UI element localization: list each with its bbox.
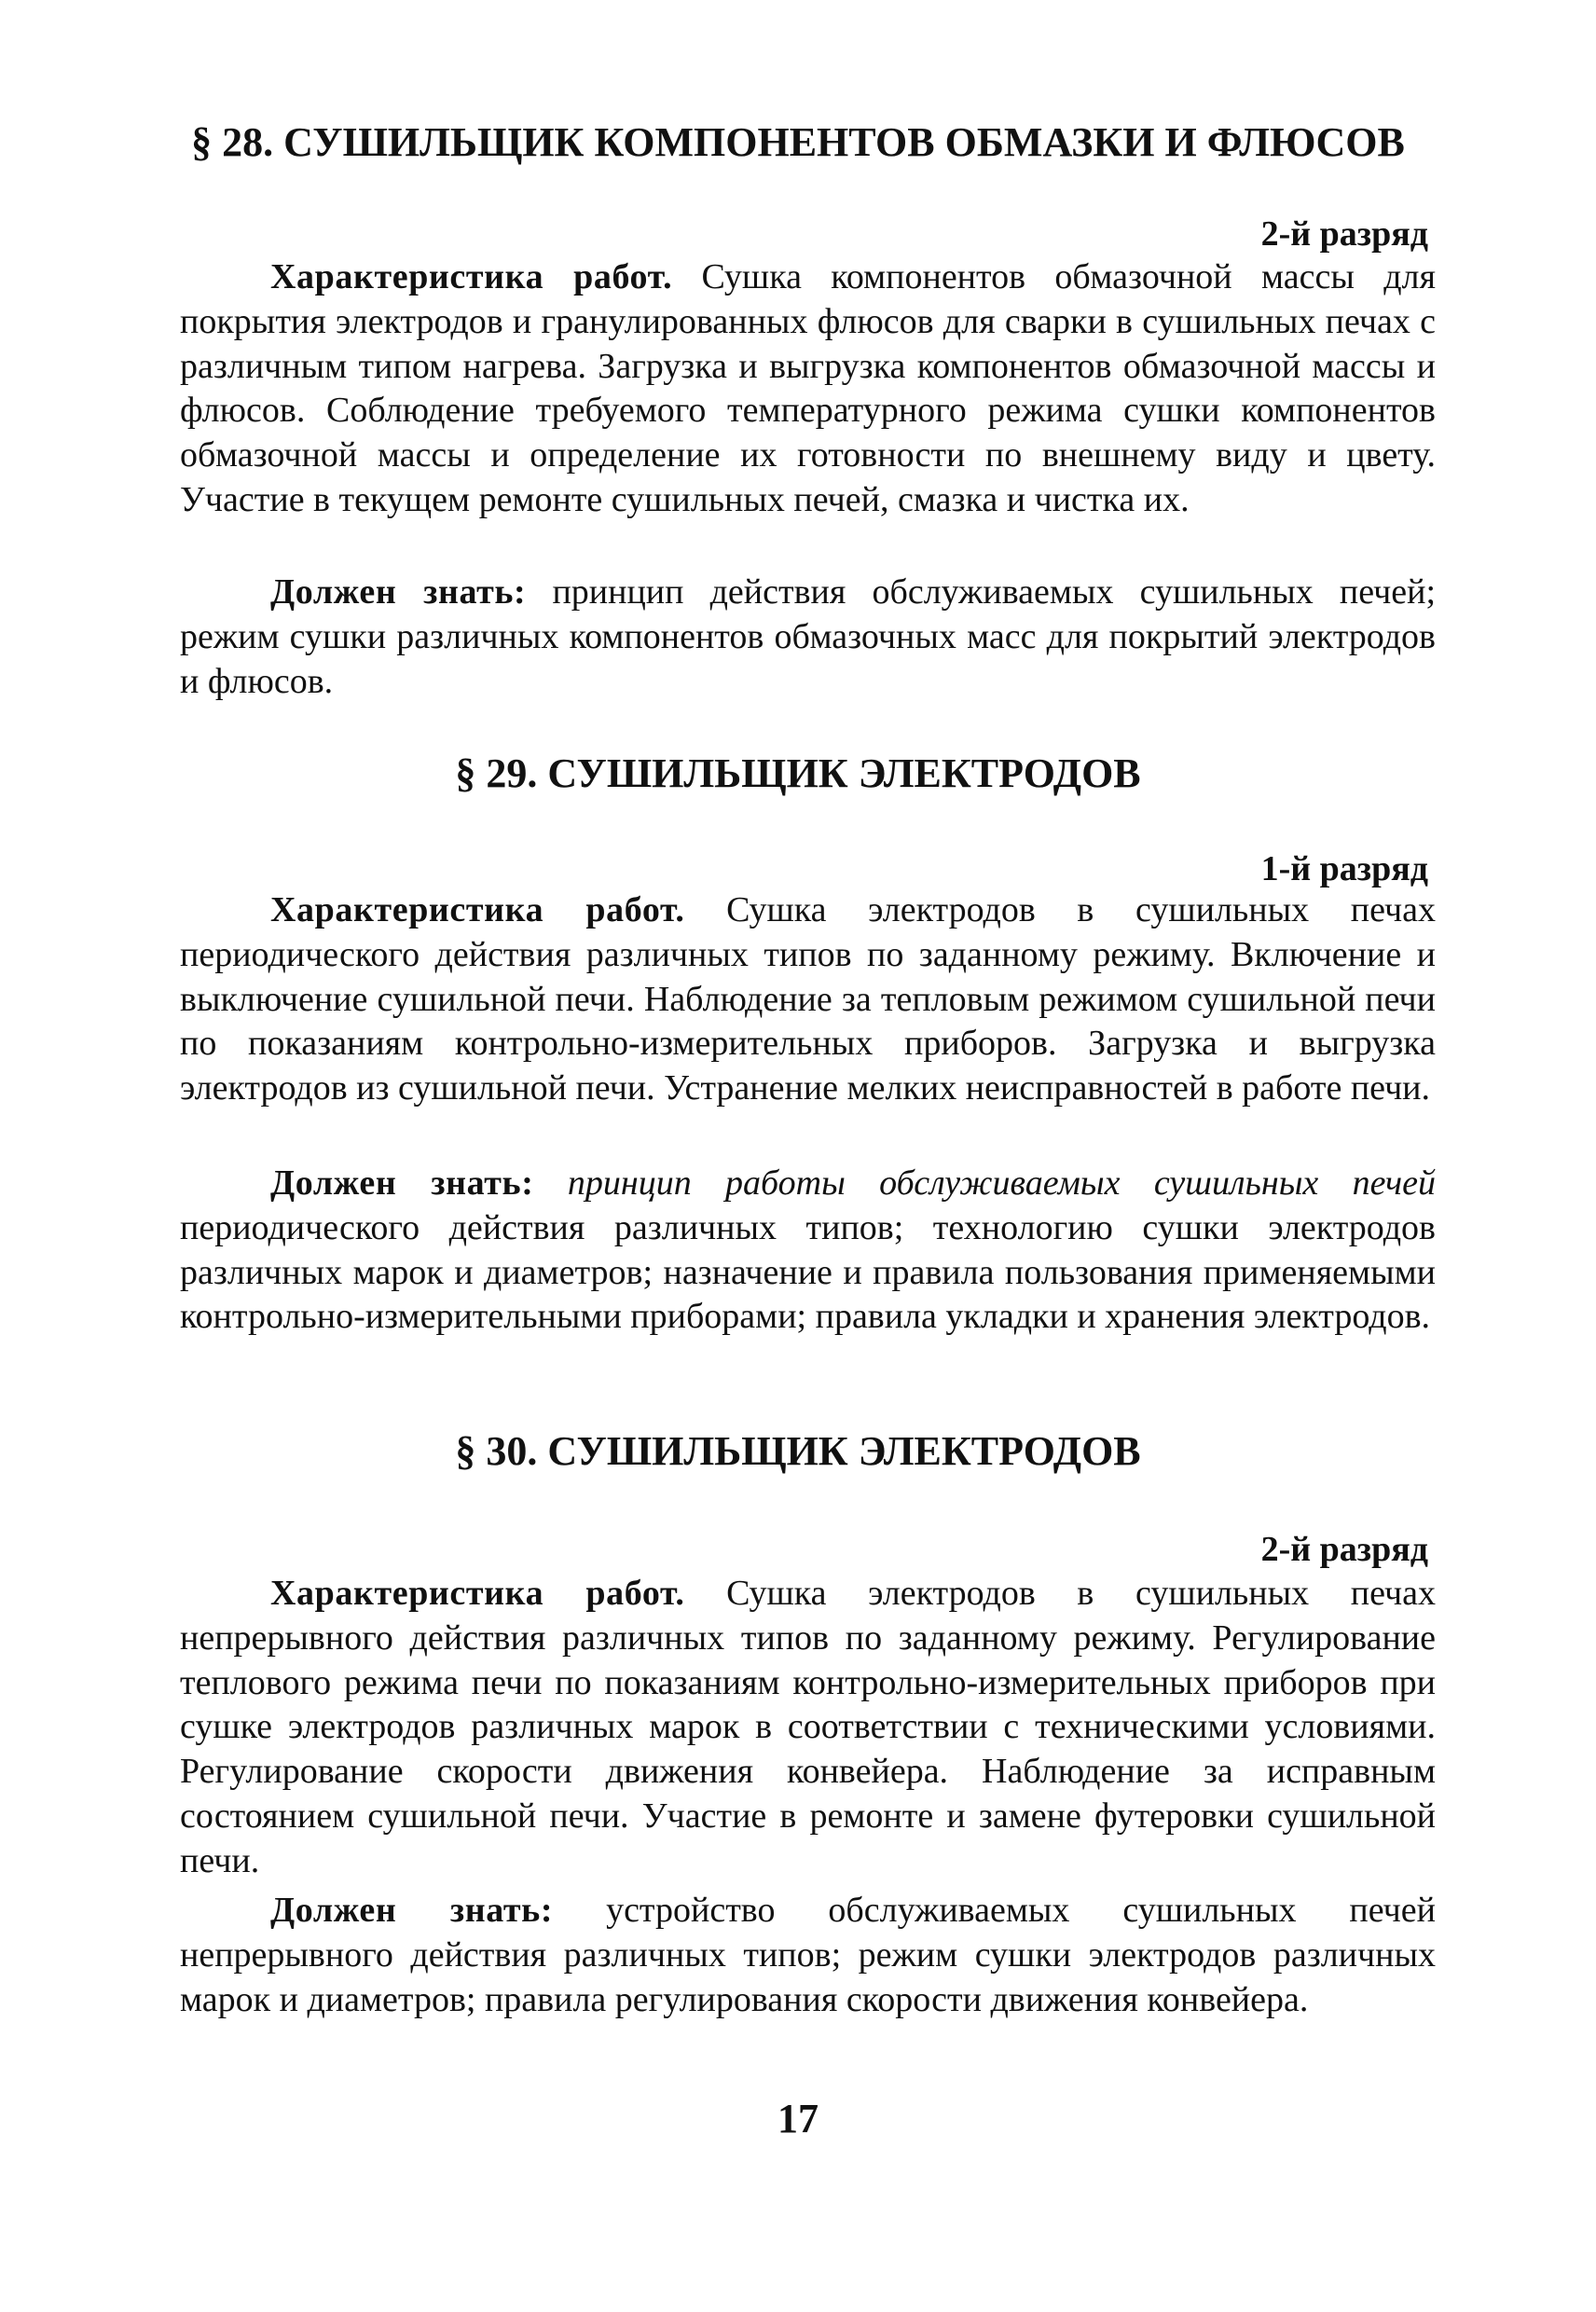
section-30-know-label: Должен знать:: [270, 1891, 554, 1930]
section-29-title: § 29. СУШИЛЬЩИК ЭЛЕКТРОДОВ: [455, 750, 1141, 796]
section-28-know-text: принцип действия обслуживаемых сушильных печей; режим сушки различных компонентов обмазочных масс для покрытий электродов и флюсов.: [180, 572, 1436, 701]
section-29-know-paragraph: [180, 1162, 1436, 1340]
section-30-know-text: устройство обслуживаемых сушильных печей непрерывного действия различных типов; режим сушки электродов различных марок и диаметров; правила регулирования скорости движения конвейера.: [180, 1891, 1436, 2019]
section-29-know-text: периодического действия различных типов; технологию сушки электродов различных марок и диаметров; назначение и правила пользования применяемыми контрольно-измерительными приборами; правила укладки и хранения электродов.: [180, 1207, 1436, 1337]
section-28-know-label: Должен знать:: [270, 572, 527, 612]
section-28-work-paragraph: [180, 255, 1436, 523]
section-29-grade: 1-й разряд: [1260, 849, 1428, 888]
section-28-work-label: Характеристика работ.: [270, 257, 673, 296]
section-29-know-label: Должен знать:: [270, 1163, 534, 1203]
section-30-know-paragraph: [180, 1889, 1436, 2022]
page-number: 17: [777, 2096, 819, 2141]
section-29-know-text-italic: принцип работы обслуживаемых сушильных печей: [567, 1163, 1436, 1203]
section-30-work-label: Характеристика работ.: [270, 1574, 685, 1613]
section-30-title: § 30. СУШИЛЬЩИК ЭЛЕКТРОДОВ: [455, 1428, 1141, 1474]
section-29-work-label: Характеристика работ.: [270, 890, 685, 929]
section-28-title: § 28. СУШИЛЬЩИК КОМПОНЕНТОВ ОБМАЗКИ И ФЛЮСОВ: [191, 119, 1405, 165]
section-28-grade: 2-й разряд: [1260, 214, 1428, 254]
section-29-work-text: Сушка электродов в сушильных печах периодического действия различных типов по заданному режиму. Включение и выключение сушильной печи. Наблюдение за тепловым режимом сушильной печи по показаниям контрольно-измерительных приборов. Загрузка и выгрузка электродов из сушильной печи. Устранение мелких неисправностей в работе печи.: [180, 890, 1436, 1108]
section-28-work-text: Сушка компонентов обмазочной массы для покрытия электродов и гранулированных флюсов для сварки в сушильных печах с различным типом нагрева. Загрузка и выгрузка компонентов обмазочной массы и флюсов. Соблюдение требуемого температурного режима сушки компонентов обмазочной массы и определение их готовности по внешнему виду и цвету. Участие в текущем ремонте сушильных печей, смазка и чистка их.: [180, 257, 1437, 519]
section-29-work-paragraph: [180, 888, 1436, 1111]
section-30-work-text: Сушка электродов в сушильных печах непрерывного действия различных типов по заданному режиму. Регулирование теплового режима печи по показаниям контрольно-измерительных приборов при сушке электродов различных марок в соответствии с техническими условиями. Регулирование скорости движения конвейера. Наблюдение за исправным состоянием сушильной печи. Участие в ремонте и замене футеровки сушильной печи.: [180, 1574, 1436, 1880]
section-28-know-paragraph: [180, 571, 1436, 704]
section-30-work-paragraph: [180, 1572, 1436, 1884]
section-30-grade: 2-й разряд: [1260, 1530, 1428, 1569]
